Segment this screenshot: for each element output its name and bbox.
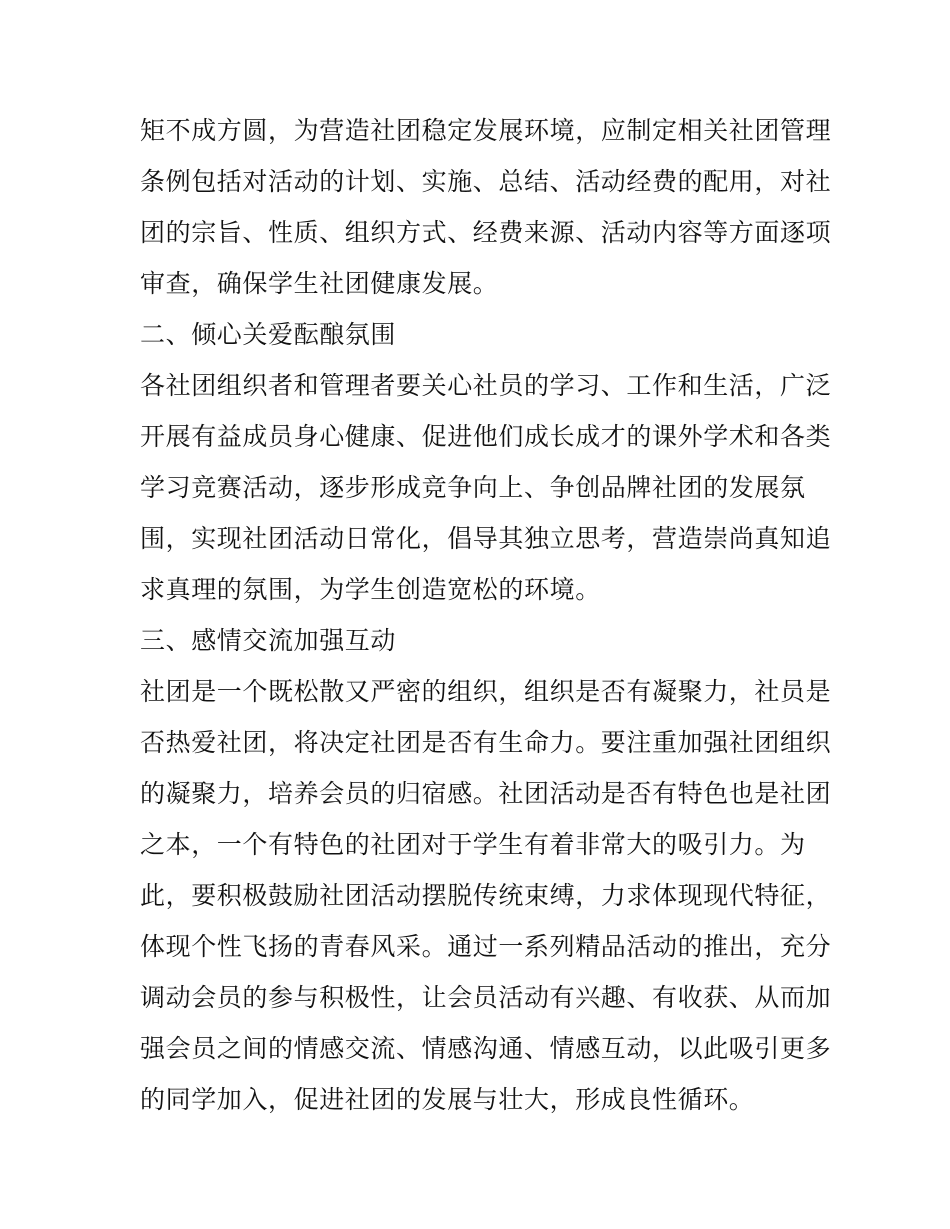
text-line: 的同学加入，促进社团的发展与壮大，形成良性循环。	[140, 1085, 755, 1114]
text-line: 强会员之间的情感交流、情感沟通、情感互动，以此吸引更多	[140, 1034, 832, 1063]
text-line: 体现个性飞扬的青春风采。通过一系列精品活动的推出，充分	[140, 932, 832, 961]
text-line: 之本，一个有特色的社团对于学生有着非常大的吸引力。为	[140, 830, 806, 859]
text-line: 调动会员的参与积极性，让会员活动有兴趣、有收获、从而加	[140, 983, 832, 1012]
text-line: 各社团组织者和管理者要关心社员的学习、工作和生活，广泛	[140, 371, 832, 400]
section-heading: 二、倾心关爱酝酿氛围	[140, 320, 397, 349]
text-line: 开展有益成员身心健康、促进他们成长成才的课外学术和各类	[140, 422, 832, 451]
text-line: 此，要积极鼓励社团活动摆脱传统束缚，力求体现现代特征，	[140, 881, 832, 910]
text-line: 条例包括对活动的计划、实施、总结、活动经费的配用，对社	[140, 167, 832, 196]
section-heading: 三、感情交流加强互动	[140, 626, 397, 655]
text-line: 的凝聚力，培养会员的归宿感。社团活动是否有特色也是社团	[140, 779, 832, 808]
document-body	[140, 105, 832, 1125]
text-line: 围，实现社团活动日常化，倡导其独立思考，营造崇尚真知追	[140, 524, 832, 553]
text-line: 团的宗旨、性质、组织方式、经费来源、活动内容等方面逐项	[140, 218, 832, 247]
text-line: 求真理的氛围，为学生创造宽松的环境。	[140, 575, 601, 604]
text-line: 否热爱社团，将决定社团是否有生命力。要注重加强社团组织	[140, 728, 832, 757]
text-line: 审查，确保学生社团健康发展。	[140, 269, 499, 298]
text-line: 学习竞赛活动，逐步形成竞争向上、争创品牌社团的发展氛	[140, 473, 806, 502]
text-line: 矩不成方圆，为营造社团稳定发展环境，应制定相关社团管理	[140, 116, 832, 145]
text-line: 社团是一个既松散又严密的组织，组织是否有凝聚力，社员是	[140, 677, 832, 706]
